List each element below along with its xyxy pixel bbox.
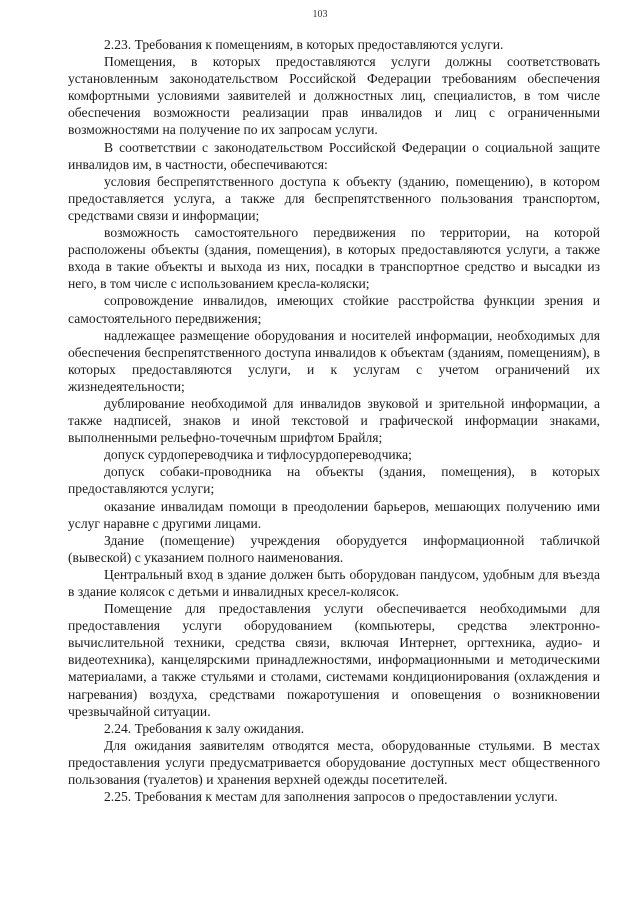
paragraph: В соответствии с законодательством Российской Федерации о социальной защите инвалидов им, в частности, обеспечиваются: [68, 139, 600, 172]
list-item: возможность самостоятельного передвижения по территории, на которой расположены объекты (здания, помещения), в которых предоставляются услуги, а также входа в такие объекты и выхода из них, посадки в транспортное средство и высадки из него, в том числе с использованием кресла-коляски; [68, 225, 600, 292]
paragraph: Здание (помещение) учреждения оборудуется информационной табличкой (вывеской) с указанием полного наименования. [68, 532, 600, 565]
page-number: 103 [312, 9, 328, 20]
list-item: сопровождение инвалидов, имеющих стойкие расстройства функции зрения и самостоятельного передвижения; [68, 293, 600, 326]
section-heading-2-23: 2.23. Требования к помещениям, в которых предоставляются услуги. [104, 37, 504, 52]
list-item: оказание инвалидам помощи в преодолении барьеров, мешающих получению ими услуг наравне с другими лицами. [68, 498, 600, 531]
list-item: дублирование необходимой для инвалидов звуковой и зрительной информации, а также надписей, знаков и иной текстовой и графической информации знаками, выполненными рельефно-точечным шрифтом Брайля; [68, 395, 600, 446]
list-item: допуск сурдопереводчика и тифлосурдопереводчика; [104, 447, 412, 463]
document-body [68, 36, 600, 805]
section-heading-2-24: 2.24. Требования к залу ожидания. [104, 720, 305, 736]
paragraph: Помещение для предоставления услуги обеспечивается необходимыми для предоставления услуги оборудованием (компьютеры, средства электронно-вычислительной техники, средства связи, включая Интернет, оргтехника, аудио- и видеотехника), канцелярскими принадлежностями, информационными и методическими материалами, а также стульями и столами, системами кондиционирования (охлаждения и нагревания) воздуха, средствами пожаротушения и оповещения о возникновении чрезвычайной ситуации. [68, 601, 600, 719]
section-heading-2-25: 2.25. Требования к местам для заполнения запросов о предоставлении услуги. [104, 789, 558, 805]
list-item: условия беспрепятственного доступа к объекту (зданию, помещению), в котором предоставляется услуга, а также для беспрепятственного пользования транспортом, средствами связи и информации; [68, 173, 600, 223]
paragraph: Центральный вход в здание должен быть оборудован пандусом, удобным для въезда в здание колясок с детьми и инвалидных кресел-колясок. [68, 566, 600, 599]
paragraph: Помещения, в которых предоставляются услуги должны соответствовать установленным законодательством Российской Федерации требованиям обеспечения комфортными условиями заявителей и должностных лиц, специалистов, в том числе обеспечения возможности реализации прав инвалидов и лиц с ограниченными возможностями на получение по их запросам услуги. [68, 54, 600, 138]
list-item: надлежащее размещение оборудования и носителей информации, необходимых для обеспечения беспрепятственного доступа инвалидов к объектам (зданиям, помещениям), в которых предоставляются услуги, и к услугам с учетом ограничений их жизнедеятельности; [68, 327, 600, 394]
paragraph: Для ожидания заявителям отводятся места, оборудованные стульями. В местах предоставления услуги предусматривается оборудование доступных мест общественного пользования (туалетов) и хранения верхней одежды посетителей. [68, 737, 600, 788]
list-item: допуск собаки-проводника на объекты (здания, помещения), в которых предоставляются услуги; [68, 464, 600, 497]
